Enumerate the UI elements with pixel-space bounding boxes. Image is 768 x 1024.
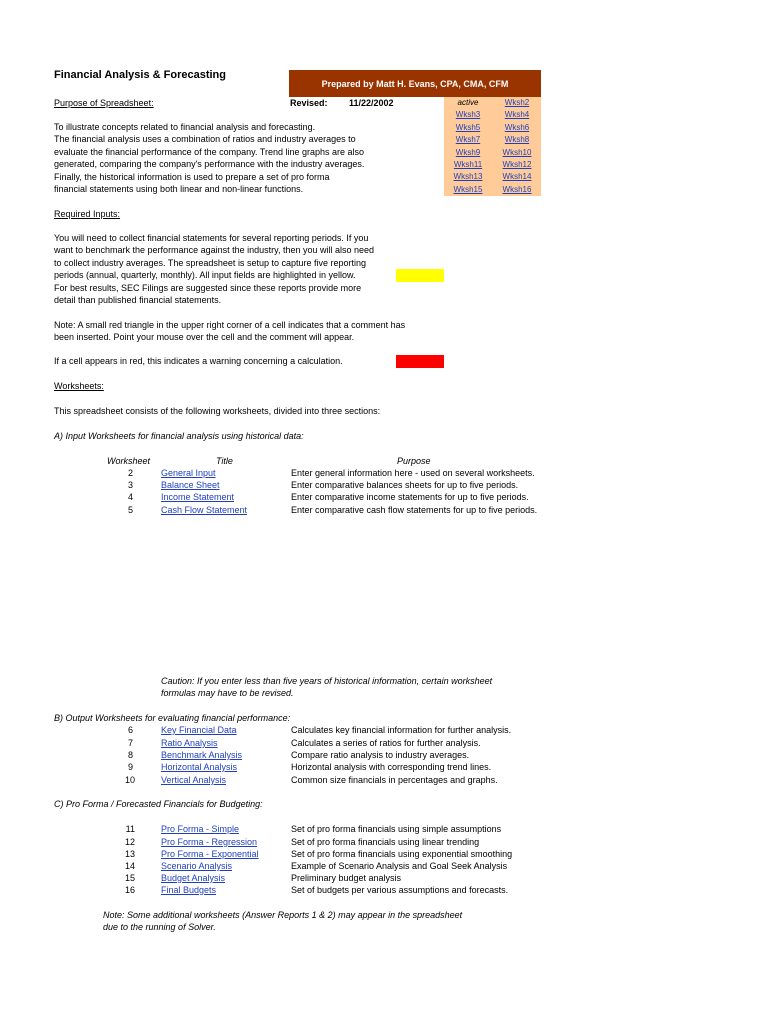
row-number: 6	[127, 725, 133, 735]
nav-link-wksh7[interactable]: Wksh7	[455, 135, 481, 145]
row-number: 14	[124, 861, 135, 871]
section-a-heading: A) Input Worksheets for financial analysis using historical data:	[54, 431, 304, 441]
yellow-input-swatch	[396, 269, 444, 282]
nav-link-wksh11[interactable]: Wksh11	[453, 160, 483, 169]
worksheets-heading: Worksheets:	[54, 381, 104, 391]
page-title: Financial Analysis & Forecasting	[54, 69, 226, 81]
row-number: 9	[127, 762, 133, 772]
col-header-purpose: Purpose	[397, 456, 431, 466]
row-number: 10	[124, 775, 135, 785]
revised-label: Revised:	[290, 98, 328, 108]
link-pro-forma-simple[interactable]: Pro Forma - Simple	[161, 824, 240, 834]
row-number: 16	[124, 885, 135, 895]
link-general-input[interactable]: General Input	[161, 468, 216, 478]
row-number: 4	[127, 492, 133, 502]
link-key-financial-data[interactable]: Key Financial Data	[161, 725, 237, 735]
row-purpose: Compare ratio analysis to industry averages.	[291, 750, 470, 760]
nav-link-wksh2[interactable]: Wksh2	[504, 98, 530, 107]
col-header-worksheet: Worksheet	[107, 456, 151, 466]
row-purpose: Preliminary budget analysis	[291, 873, 402, 883]
nav-link-wksh12[interactable]: Wksh12	[502, 160, 532, 169]
link-income-statement[interactable]: Income Statement	[161, 492, 235, 502]
row-purpose: Calculates key financial information for further analysis.	[291, 725, 512, 735]
row-purpose: Set of pro forma financials using simple assumptions	[291, 824, 502, 834]
row-number: 8	[127, 750, 133, 760]
row-number: 5	[127, 505, 133, 515]
worksheet-nav-grid	[444, 97, 541, 196]
link-pro-forma-regression[interactable]: Pro Forma - Regression	[161, 837, 258, 847]
revised-date: 11/22/2002	[349, 98, 394, 108]
row-purpose: Example of Scenario Analysis and Goal Seek Analysis	[291, 861, 508, 871]
col-header-title: Title	[216, 456, 233, 466]
row-number: 7	[127, 738, 133, 748]
red-warning-swatch	[396, 355, 444, 368]
worksheets-intro: This spreadsheet consists of the following worksheets, divided into three sections:	[54, 406, 381, 416]
nav-link-wksh9[interactable]: Wksh9	[455, 147, 481, 157]
section-b-heading: B) Output Worksheets for evaluating financial performance:	[54, 713, 291, 723]
nav-active: active	[457, 98, 479, 107]
section-c-heading: C) Pro Forma / Forecasted Financials for Budgeting:	[54, 799, 263, 809]
solver-note: Note: Some additional worksheets (Answer Reports 1 & 2) may appear in the spreadsheet due to the running of Solver.	[103, 910, 463, 933]
warning-text: If a cell appears in red, this indicates a warning concerning a calculation.	[54, 356, 343, 366]
nav-link-wksh4[interactable]: Wksh4	[504, 110, 530, 120]
link-horizontal-analysis[interactable]: Horizontal Analysis	[161, 762, 238, 772]
nav-link-wksh14[interactable]: Wksh14	[502, 172, 532, 182]
inputs-heading: Required Inputs:	[54, 209, 121, 219]
row-purpose: Horizontal analysis with corresponding trend lines.	[291, 762, 492, 772]
row-purpose: Set of pro forma financials using linear trending	[291, 837, 480, 847]
link-benchmark-analysis[interactable]: Benchmark Analysis	[161, 750, 243, 760]
prepared-by-text: Prepared by Matt H. Evans, CPA, CMA, CFM	[321, 78, 509, 89]
purpose-text: To illustrate concepts related to financial analysis and forecasting. The financial analysis uses a combination of ratios and industry averages to evaluate the financial performance of the company. Trend line graphs are also generated, comparing the company's performance with the industry averages. Finally, the historical information is used to prepare a set of pro forma financial statements using both linear and non-linear functions.	[54, 122, 365, 195]
row-number: 2	[127, 468, 133, 478]
row-number: 11	[125, 824, 135, 834]
link-vertical-analysis[interactable]: Vertical Analysis	[161, 775, 227, 785]
row-purpose: Enter comparative cash flow statements for up to five periods.	[291, 505, 538, 515]
comment-note: Note: A small red triangle in the upper right corner of a cell indicates that a comment has been inserted. Point your mouse over the cell and the comment will appear.	[54, 320, 406, 343]
link-pro-forma-exponential[interactable]: Pro Forma - Exponential	[161, 849, 259, 859]
nav-link-wksh3[interactable]: Wksh3	[455, 110, 481, 120]
purpose-heading: Purpose of Spreadsheet:	[54, 98, 154, 108]
row-number: 3	[127, 480, 133, 490]
inputs-text: You will need to collect financial statements for several reporting periods. If you want to benchmark the performance against the industry, then you will also need to collect industry averages. The spreadsheet is setup to capture five reporting periods (annual, quarterly, monthly). All input fields are highlighted in yellow. For best results, SEC Filings are suggested since these reports provide more detail than published financial statements.	[54, 233, 375, 306]
prepared-by-banner	[289, 70, 541, 97]
row-purpose: Enter comparative balances sheets for up to five periods.	[291, 480, 519, 490]
link-cash-flow-statement[interactable]: Cash Flow Statement	[161, 505, 248, 515]
row-number: 12	[124, 837, 135, 847]
nav-link-wksh10[interactable]: Wksh10	[502, 147, 532, 157]
row-number: 13	[124, 849, 135, 859]
nav-link-wksh6[interactable]: Wksh6	[504, 122, 530, 132]
nav-link-wksh5[interactable]: Wksh5	[455, 122, 481, 132]
link-final-budgets[interactable]: Final Budgets	[161, 885, 217, 895]
row-purpose: Set of budgets per various assumptions and forecasts.	[291, 885, 509, 895]
link-ratio-analysis[interactable]: Ratio Analysis	[161, 738, 218, 748]
nav-link-wksh13[interactable]: Wksh13	[453, 172, 483, 182]
row-purpose: Calculates a series of ratios for further analysis.	[291, 738, 481, 748]
row-purpose: Common size financials in percentages and graphs.	[291, 775, 498, 785]
row-purpose: Enter general information here - used on several worksheets.	[291, 468, 535, 478]
caution-note: Caution: If you enter less than five years of historical information, certain worksheet formulas may have to be revised.	[161, 676, 493, 699]
row-purpose: Set of pro forma financials using exponential smoothing	[291, 849, 513, 859]
nav-link-wksh16[interactable]: Wksh16	[502, 184, 532, 194]
link-budget-analysis[interactable]: Budget Analysis	[161, 873, 226, 883]
nav-link-wksh15[interactable]: Wksh15	[453, 184, 483, 194]
link-scenario-analysis[interactable]: Scenario Analysis	[161, 861, 233, 871]
row-purpose: Enter comparative income statements for up to five periods.	[291, 492, 529, 502]
row-number: 15	[124, 873, 135, 883]
nav-link-wksh8[interactable]: Wksh8	[504, 135, 530, 145]
link-balance-sheet[interactable]: Balance Sheet	[161, 480, 220, 490]
